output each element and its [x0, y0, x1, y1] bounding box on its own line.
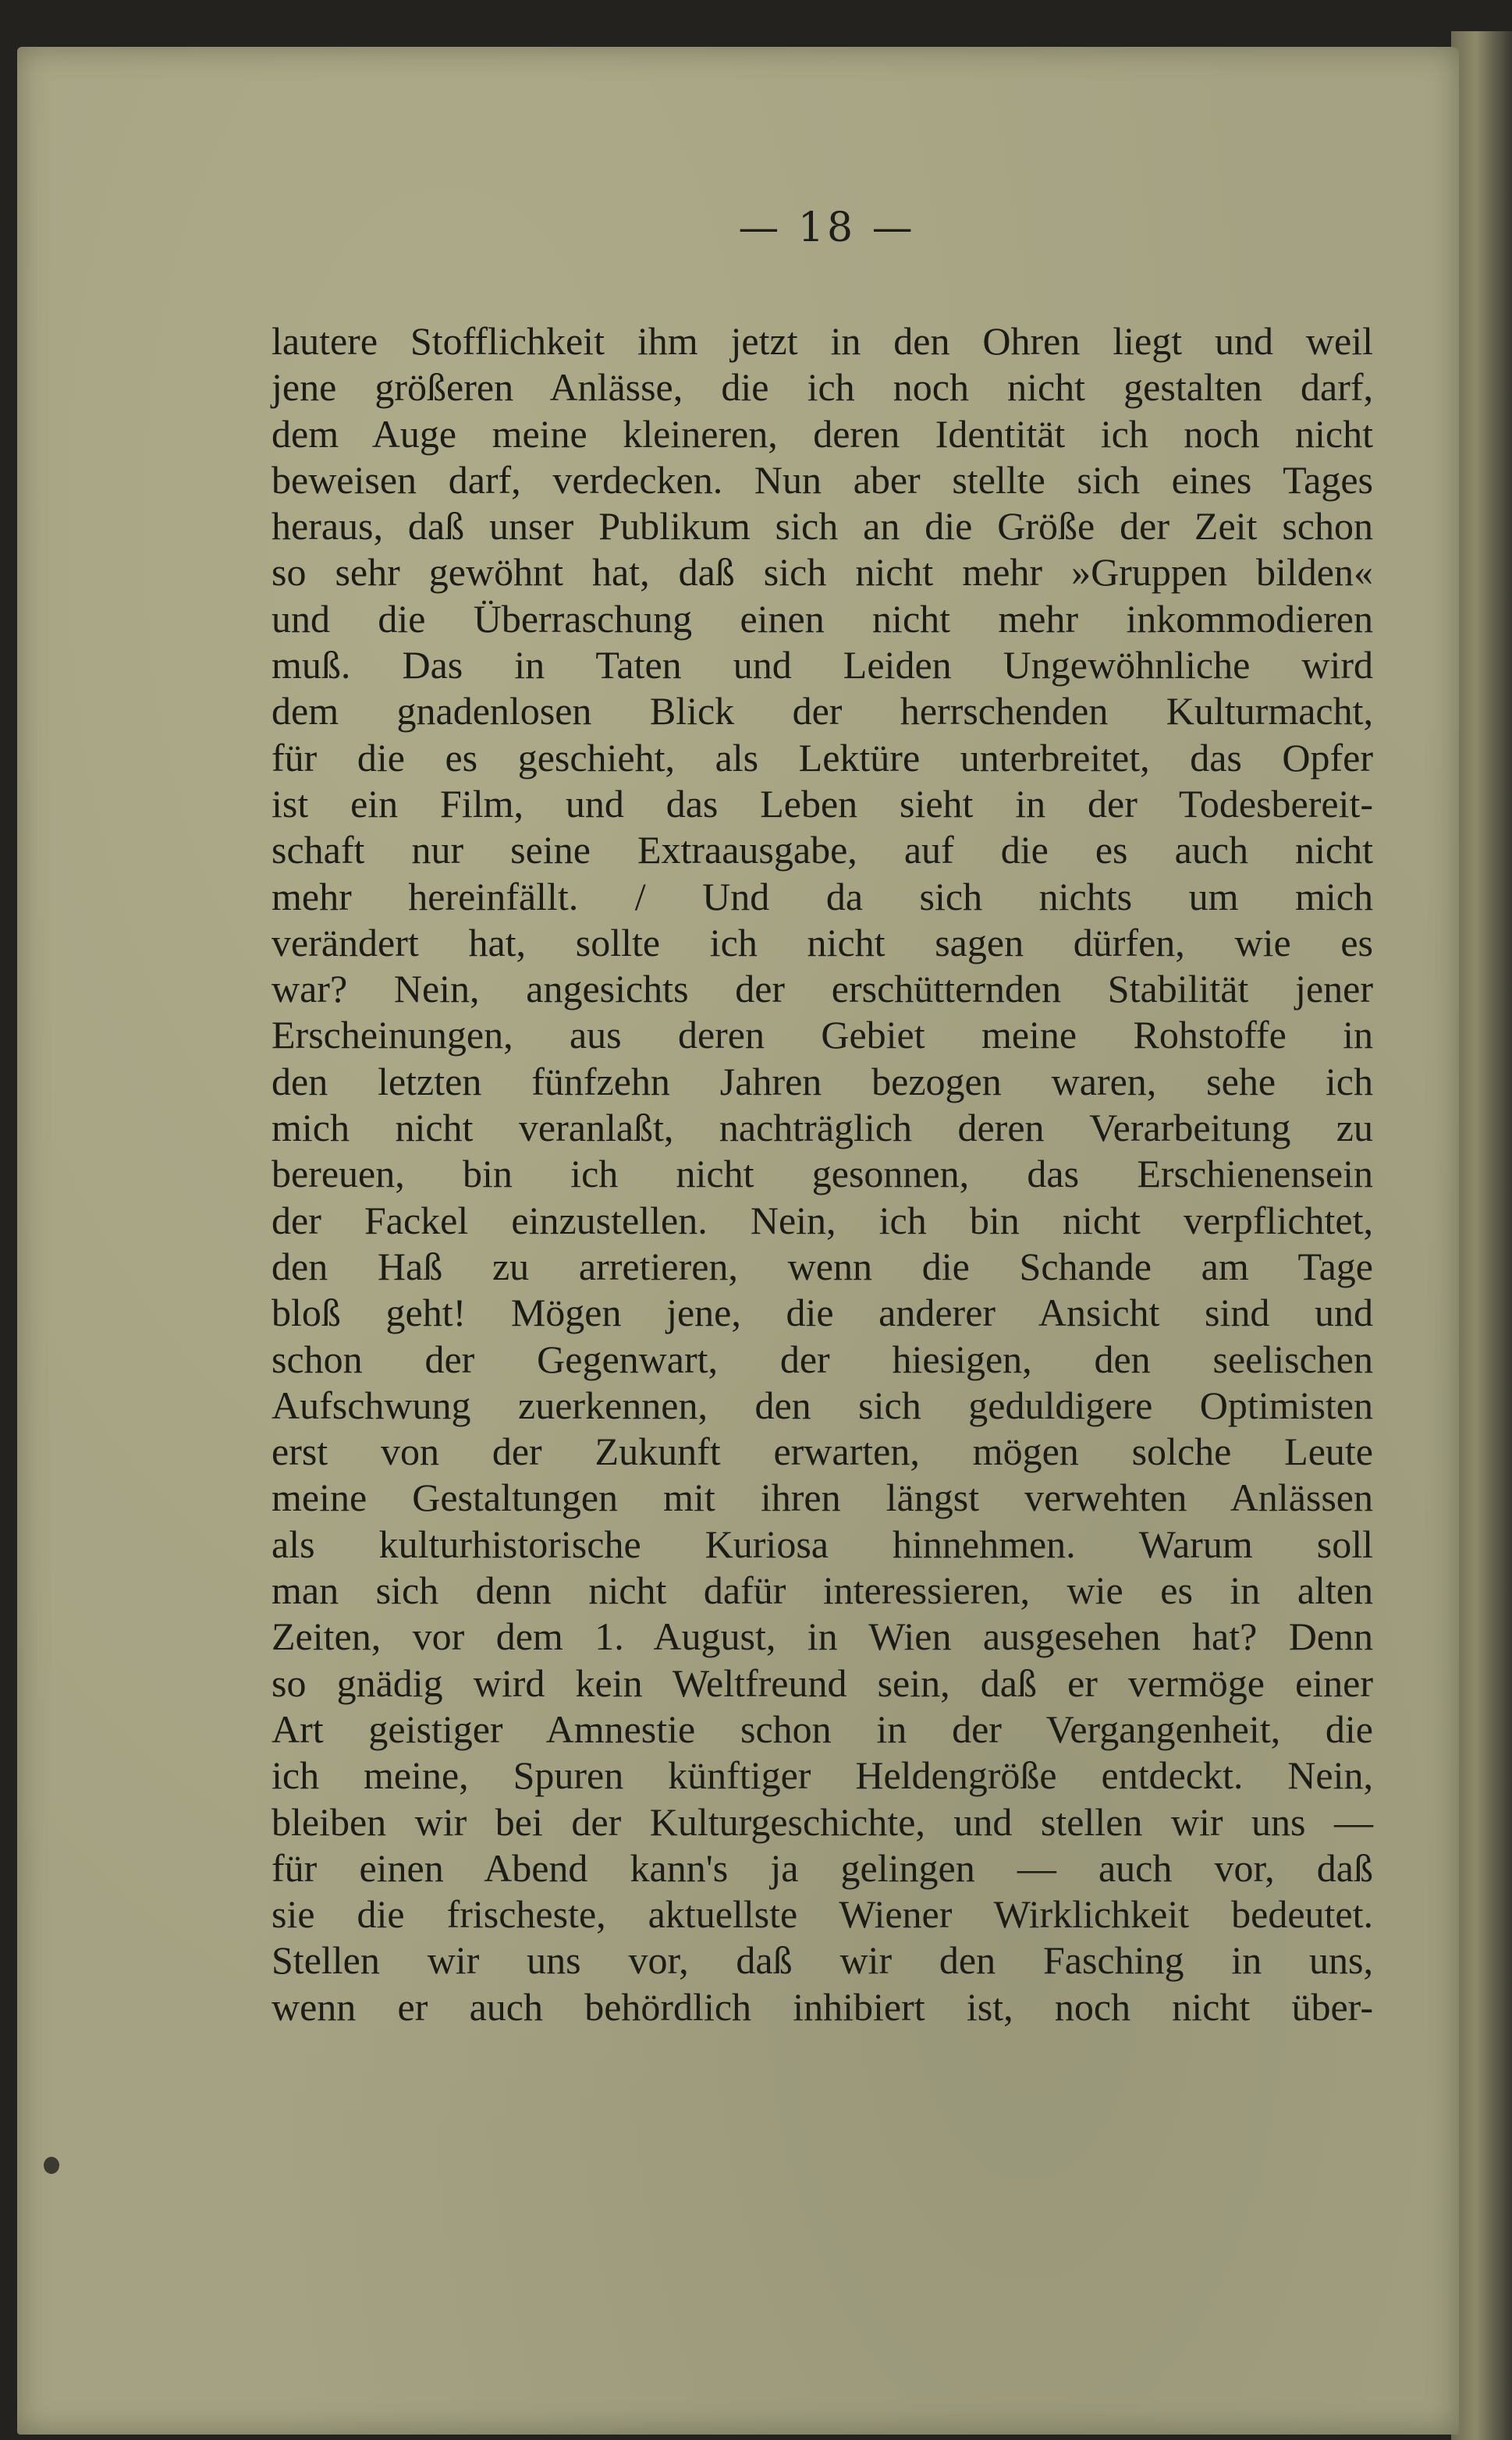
text-line: verändert hat, sollte ich nicht sagen dürfen, wie es	[272, 920, 1373, 964]
text-line: bloß geht! Mögen jene, die anderer Ansicht sind und	[272, 1291, 1373, 1335]
paper-speck	[44, 2157, 59, 2174]
text-line: Zeiten, vor dem 1. August, in Wien ausgesehen hat? Denn	[272, 1614, 1373, 1659]
text-line: als kulturhistorische Kuriosa hinnehmen. Warum soll	[272, 1522, 1373, 1566]
text-line: dem Auge meine kleineren, deren Identität ich noch nicht	[272, 411, 1373, 456]
text-line: ich meine, Spuren künftiger Heldengröße entdeckt. Nein,	[272, 1753, 1373, 1798]
text-line: den letzten fünfzehn Jahren bezogen waren, sehe ich	[272, 1059, 1373, 1103]
text-line: mehr hereinfällt. / Und da sich nichts um mich	[272, 874, 1373, 918]
text-line: Stellen wir uns vor, daß wir den Fasching in uns,	[272, 1938, 1373, 1983]
text-line: Art geistiger Amnestie schon in der Vergangenheit, die	[272, 1707, 1373, 1751]
text-line: jene größeren Anlässe, die ich noch nicht gestalten darf,	[272, 365, 1373, 410]
text-line: schon der Gegenwart, der hiesigen, den seelischen	[272, 1337, 1373, 1381]
text-line: sie die frischeste, aktuellste Wiener Wirklichkeit bedeutet.	[272, 1892, 1373, 1937]
text-line: war? Nein, angesichts der erschütternden Stabilität jener	[272, 967, 1373, 1011]
text-line: Erscheinungen, aus deren Gebiet meine Rohstoffe in	[272, 1013, 1373, 1057]
text-line: ist ein Film, und das Leben sieht in der Todesbereit-	[272, 781, 1373, 826]
text-line: und die Überraschung einen nicht mehr inkommodieren	[272, 596, 1373, 641]
text-line: lautere Stofflichkeit ihm jetzt in den Ohren liegt und weil	[272, 319, 1373, 363]
text-line: bleiben wir bei der Kulturgeschichte, und stellen wir uns —	[272, 1799, 1373, 1844]
text-line: erst von der Zukunft erwarten, mögen solche Leute	[272, 1430, 1373, 1474]
text-line: muß. Das in Taten und Leiden Ungewöhnliche wird	[272, 643, 1373, 687]
text-line: beweisen darf, verdecken. Nun aber stellte sich eines Tages	[272, 457, 1373, 502]
text-line: schaft nur seine Extraausgabe, auf die es auch nicht	[272, 828, 1373, 872]
text-line: so gnädig wird kein Weltfreund sein, daß er vermöge einer	[272, 1660, 1373, 1705]
text-line: meine Gestaltungen mit ihren längst verwehten Anlässen	[272, 1476, 1373, 1520]
book-edge	[1451, 31, 1512, 2440]
text-line: dem gnadenlosen Blick der herrschenden Kulturmacht,	[272, 689, 1373, 733]
page-number: — 18 —	[738, 204, 916, 251]
text-line: mich nicht veranlaßt, nachträglich deren Verarbeitung zu	[272, 1106, 1373, 1150]
text-line: man sich denn nicht dafür interessieren, wie es in alten	[272, 1568, 1373, 1613]
text-line: wenn er auch behördlich inhibiert ist, noch nicht über-	[272, 1984, 1373, 2029]
text-line: heraus, daß unser Publikum sich an die Größe der Zeit schon	[272, 504, 1373, 549]
body-text	[272, 318, 1373, 2030]
text-line: für die es geschieht, als Lektüre unterbreitet, das Opfer	[272, 735, 1373, 780]
text-line: den Haß zu arretieren, wenn die Schande am Tage	[272, 1244, 1373, 1288]
text-line: bereuen, bin ich nicht gesonnen, das Erschienensein	[272, 1152, 1373, 1196]
text-line: für einen Abend kann's ja gelingen — auch vor, daß	[272, 1845, 1373, 1890]
text-line: Aufschwung zuerkennen, den sich geduldigere Optimisten	[272, 1383, 1373, 1427]
text-line: der Fackel einzustellen. Nein, ich bin nicht verpflichtet,	[272, 1198, 1373, 1242]
text-line: so sehr gewöhnt hat, daß sich nicht mehr »Gruppen bilden«	[272, 550, 1373, 595]
